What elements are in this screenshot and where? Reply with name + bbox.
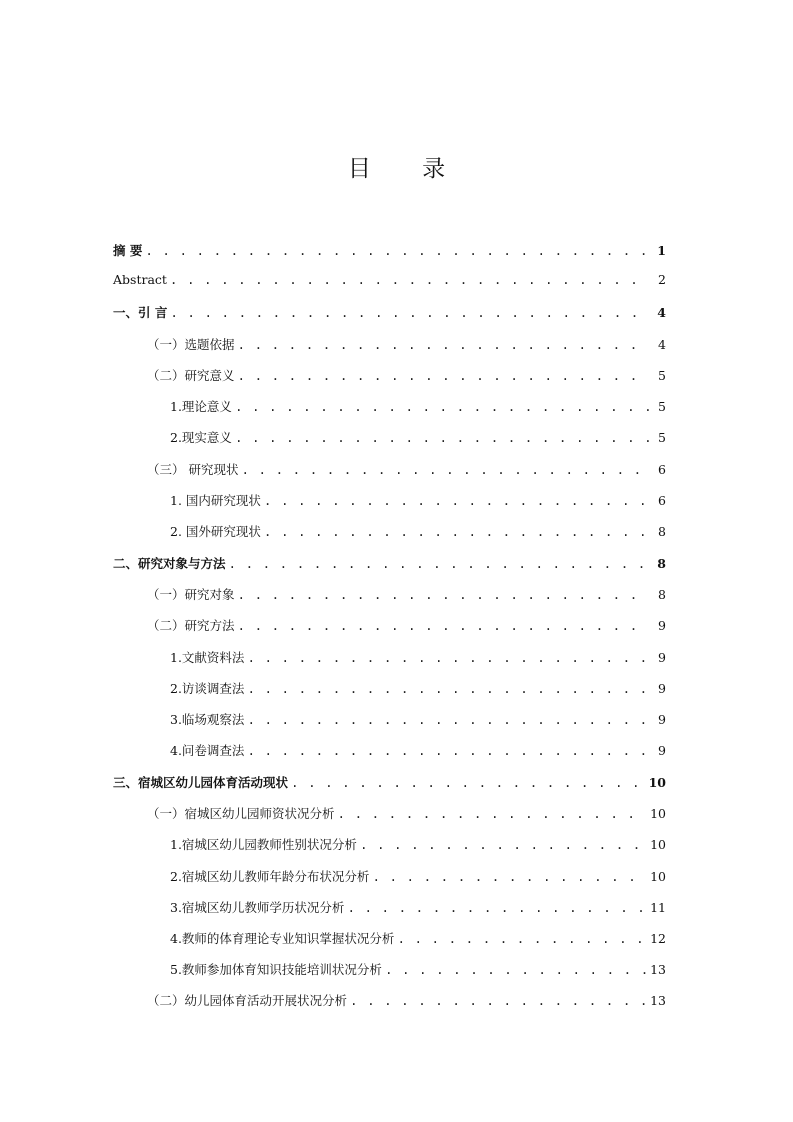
dot-leader <box>238 337 649 352</box>
toc-entry-1-2[interactable] <box>147 366 666 397</box>
toc-entry-label: 一、引 言 <box>113 305 168 320</box>
toc-page-number: 10 <box>650 869 666 884</box>
dot-leader <box>229 556 649 571</box>
dot-leader <box>235 399 649 414</box>
toc-page-number: 12 <box>650 931 666 946</box>
toc-entry-label: 3.宿城区幼儿教师学历状况分析 <box>170 900 345 915</box>
toc-entry-3-2[interactable] <box>147 991 666 1022</box>
dot-leader <box>347 900 647 915</box>
dot-leader <box>247 681 649 696</box>
toc-page-number: 1 <box>657 243 666 258</box>
dot-leader <box>238 368 649 383</box>
dot-leader <box>247 650 649 665</box>
toc-page-number: 5 <box>658 430 666 445</box>
toc-entry-1-2-2[interactable] <box>170 428 666 459</box>
toc-entry-label: 摘 要 <box>113 243 143 258</box>
toc-entry-2-2-3[interactable] <box>170 710 666 741</box>
dot-leader <box>264 493 649 508</box>
toc-page-number: 10 <box>650 837 666 852</box>
toc-entry-label: 2. 国外研究现状 <box>170 524 261 539</box>
toc-entry-label: 2.宿城区幼儿教师年龄分布状况分析 <box>170 869 370 884</box>
toc-entry-3-1-4[interactable] <box>170 929 666 960</box>
dot-leader <box>247 743 649 758</box>
dot-leader <box>241 462 649 477</box>
toc-page-number: 9 <box>658 650 666 665</box>
toc-entry-3-1-5[interactable] <box>170 960 666 991</box>
toc-entry-3-1-2[interactable] <box>170 867 666 898</box>
toc-entry-abstract-en[interactable] <box>113 272 666 303</box>
dot-leader <box>247 712 649 727</box>
toc-entry-label: （三） 研究现状 <box>147 462 239 477</box>
dot-leader <box>360 837 647 852</box>
toc-page-number: 2 <box>658 272 666 287</box>
toc-page-number: 8 <box>657 556 666 571</box>
dot-leader <box>145 243 649 258</box>
toc-page-number: 4 <box>658 337 666 352</box>
toc-page-number: 10 <box>648 775 666 790</box>
dot-leader <box>264 524 649 539</box>
dot-leader <box>350 993 647 1008</box>
dot-leader <box>338 806 648 821</box>
toc-entry-1-3-2[interactable] <box>170 522 666 553</box>
dot-leader <box>238 587 649 602</box>
dot-leader <box>235 430 649 445</box>
toc-page-number: 5 <box>658 368 666 383</box>
toc-page-number: 13 <box>650 962 666 977</box>
toc-entry-label: 4.教师的体育理论专业知识掌握状况分析 <box>170 931 395 946</box>
toc-entry-chapter-3[interactable] <box>113 773 666 804</box>
toc-entry-label: 三、宿城区幼儿园体育活动现状 <box>113 775 289 790</box>
toc-page-number: 9 <box>658 712 666 727</box>
toc-entry-chapter-2[interactable] <box>113 554 666 585</box>
toc-entry-label: （一）选题依据 <box>147 337 235 352</box>
toc-entry-2-2-2[interactable] <box>170 679 666 710</box>
dot-leader <box>385 962 647 977</box>
toc-page-number: 6 <box>658 493 666 508</box>
toc-entry-2-1[interactable] <box>147 585 666 616</box>
toc-entry-label: 二、研究对象与方法 <box>113 556 226 571</box>
dot-leader <box>397 931 647 946</box>
toc-entry-label: （二）研究意义 <box>147 368 235 383</box>
toc-page-number: 8 <box>658 587 666 602</box>
dot-leader <box>170 305 649 320</box>
toc-page-number: 11 <box>650 900 666 915</box>
toc-entry-label: 2.访谈调查法 <box>170 681 245 696</box>
toc-entry-label: 5.教师参加体育知识技能培训状况分析 <box>170 962 382 977</box>
dot-leader <box>238 618 649 633</box>
toc-entry-label: 1.宿城区幼儿园教师性别状况分析 <box>170 837 357 852</box>
toc-entry-2-2-4[interactable] <box>170 741 666 772</box>
toc-entry-label: Abstract <box>113 272 167 287</box>
toc-entry-1-3-1[interactable] <box>170 491 666 522</box>
toc-entry-3-1-3[interactable] <box>170 898 666 929</box>
toc-entry-abstract-cn[interactable] <box>113 241 666 272</box>
toc-page-number: 5 <box>658 399 666 414</box>
toc-page-number: 8 <box>658 524 666 539</box>
page-title: 目 录 <box>347 156 468 182</box>
toc-entry-label: （二）幼儿园体育活动开展状况分析 <box>147 993 348 1008</box>
toc-entry-label: 1.理论意义 <box>170 399 232 414</box>
toc-entry-label: （一）研究对象 <box>147 587 235 602</box>
toc-entry-label: 1.文献资料法 <box>170 650 245 665</box>
toc-entry-3-1-1[interactable] <box>170 835 666 866</box>
toc-entry-label: 2.现实意义 <box>170 430 232 445</box>
toc-page-number: 10 <box>650 806 666 821</box>
toc-entry-label: （二）研究方法 <box>147 618 235 633</box>
toc-page-number: 9 <box>658 743 666 758</box>
toc-page-number: 4 <box>657 305 666 320</box>
toc-entry-1-2-1[interactable] <box>170 397 666 428</box>
toc-entry-label: 1. 国内研究现状 <box>170 493 261 508</box>
toc-page-number: 13 <box>650 993 666 1008</box>
dot-leader <box>170 272 649 287</box>
toc-entry-2-2[interactable] <box>147 616 666 647</box>
toc-entry-label: （一）宿城区幼儿园师资状况分析 <box>147 806 335 821</box>
toc-entry-1-1[interactable] <box>147 335 666 366</box>
toc-entry-2-2-1[interactable] <box>170 648 666 679</box>
toc-entry-3-1[interactable] <box>147 804 666 835</box>
toc-page-number: 6 <box>658 462 666 477</box>
toc-entry-label: 4.问卷调查法 <box>170 743 245 758</box>
toc-entry-chapter-1[interactable] <box>113 303 666 334</box>
dot-leader <box>372 869 647 884</box>
toc-entry-1-3[interactable] <box>147 460 666 491</box>
toc-page-number: 9 <box>658 618 666 633</box>
toc-entry-label: 3.临场观察法 <box>170 712 245 727</box>
toc-page-number: 9 <box>658 681 666 696</box>
dot-leader <box>291 775 646 790</box>
